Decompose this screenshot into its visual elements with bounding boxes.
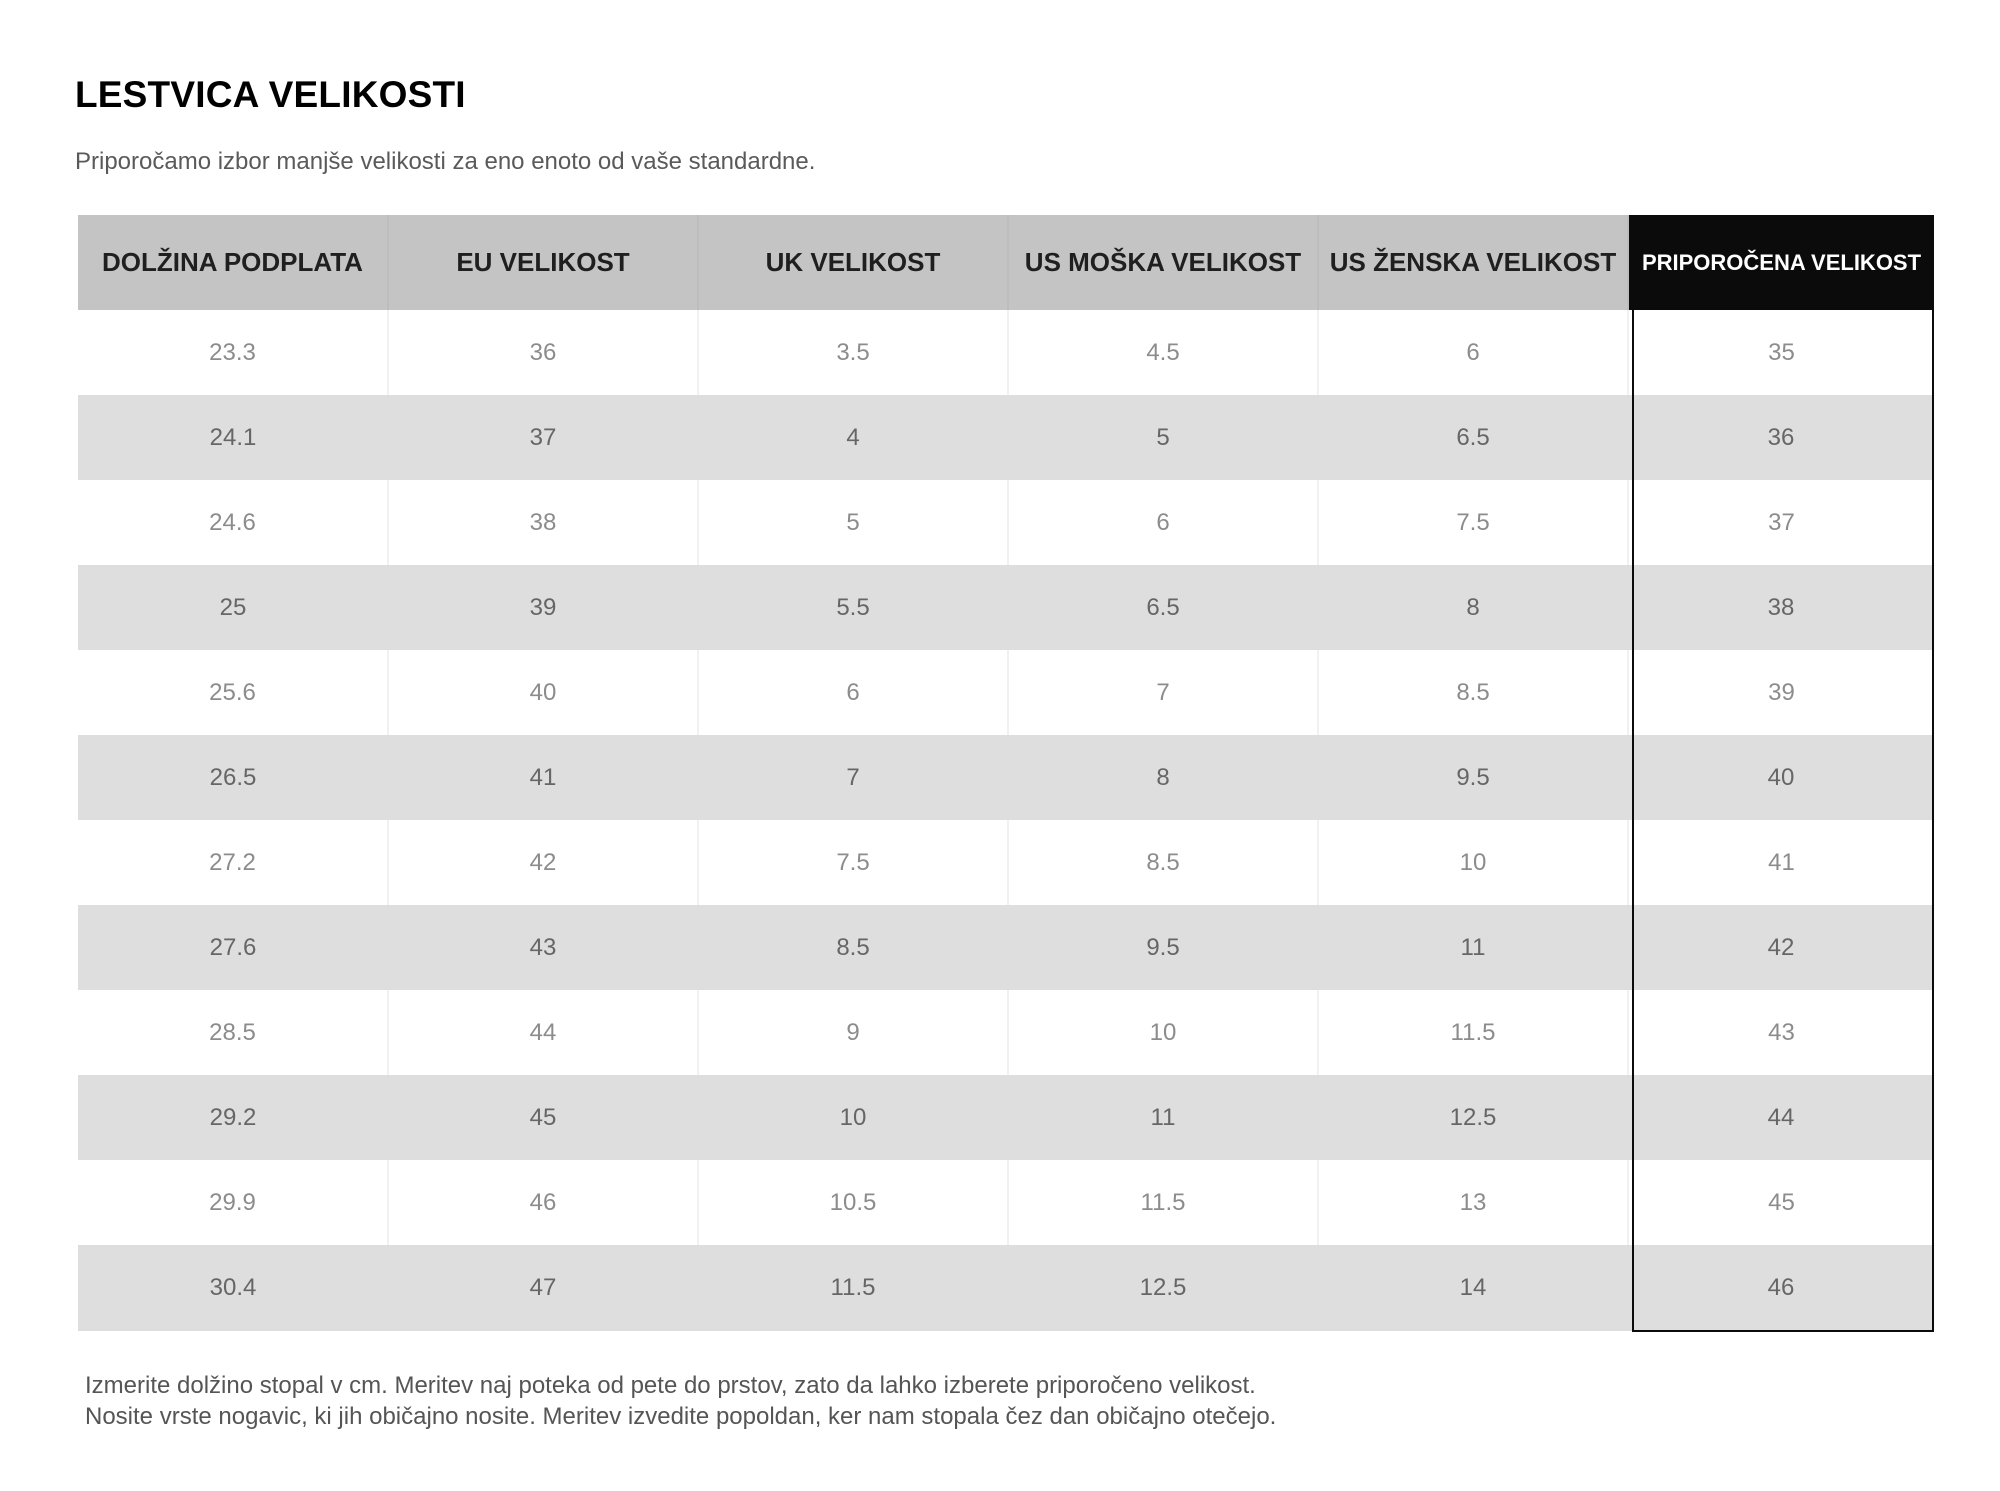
cell-us-men-size: 5 bbox=[1008, 395, 1318, 480]
cell-us-women-size: 12.5 bbox=[1318, 1075, 1628, 1160]
cell-sole-length: 24.6 bbox=[78, 480, 388, 565]
cell-us-men-size: 10 bbox=[1008, 990, 1318, 1075]
cell-us-women-size: 13 bbox=[1318, 1160, 1628, 1245]
cell-recommended-size: 42 bbox=[1628, 905, 1934, 990]
cell-uk-size: 3.5 bbox=[698, 310, 1008, 395]
cell-us-women-size: 8.5 bbox=[1318, 650, 1628, 735]
cell-us-men-size: 4.5 bbox=[1008, 310, 1318, 395]
cell-us-men-size: 11.5 bbox=[1008, 1160, 1318, 1245]
table-row bbox=[78, 395, 1934, 480]
cell-us-men-size: 6.5 bbox=[1008, 565, 1318, 650]
cell-us-women-size: 6.5 bbox=[1318, 395, 1628, 480]
cell-eu-size: 40 bbox=[388, 650, 698, 735]
cell-uk-size: 9 bbox=[698, 990, 1008, 1075]
header-us-women-size: US ŽENSKA VELIKOST bbox=[1318, 215, 1628, 310]
measurement-notes bbox=[85, 1370, 1276, 1432]
cell-us-men-size: 6 bbox=[1008, 480, 1318, 565]
header-recommended-size: PRIPOROČENA VELIKOST bbox=[1628, 215, 1934, 310]
cell-recommended-size: 39 bbox=[1768, 678, 1795, 706]
cell-uk-size: 4 bbox=[698, 395, 1008, 480]
cell-eu-size: 36 bbox=[388, 310, 698, 395]
cell-uk-size: 11.5 bbox=[698, 1245, 1008, 1331]
table-row bbox=[78, 820, 1934, 905]
cell-recommended-size: 45 bbox=[1768, 1188, 1795, 1216]
header-sole-length: DOLŽINA PODPLATA bbox=[78, 215, 388, 310]
table-row bbox=[78, 1245, 1934, 1331]
cell-us-men-size: 12.5 bbox=[1008, 1245, 1318, 1331]
cell-us-women-size: 8 bbox=[1318, 565, 1628, 650]
table-header-row bbox=[78, 215, 1934, 310]
header-us-men-size: US MOŠKA VELIKOST bbox=[1008, 215, 1318, 310]
header-eu-size: EU VELIKOST bbox=[388, 215, 698, 310]
cell-uk-size: 5 bbox=[698, 480, 1008, 565]
cell-recommended-size: 41 bbox=[1768, 848, 1795, 876]
cell-us-men-size: 8.5 bbox=[1008, 820, 1318, 905]
table-row bbox=[78, 310, 1934, 395]
cell-recommended-size: 44 bbox=[1628, 1075, 1934, 1160]
cell-us-women-size: 14 bbox=[1318, 1245, 1628, 1331]
cell-eu-size: 47 bbox=[388, 1245, 698, 1331]
page-subtitle: Priporočamo izbor manjše velikosti za eno enoto od vaše standardne. bbox=[75, 148, 816, 175]
table-row bbox=[78, 650, 1934, 735]
cell-eu-size: 39 bbox=[388, 565, 698, 650]
table-row bbox=[78, 1160, 1934, 1245]
cell-us-men-size: 9.5 bbox=[1008, 905, 1318, 990]
cell-recommended-size: 43 bbox=[1768, 1018, 1795, 1046]
cell-sole-length: 25 bbox=[78, 565, 388, 650]
cell-us-women-size: 11 bbox=[1318, 905, 1628, 990]
cell-recommended-size: 40 bbox=[1628, 735, 1934, 820]
header-uk-size: UK VELIKOST bbox=[698, 215, 1008, 310]
cell-eu-size: 37 bbox=[388, 395, 698, 480]
cell-uk-size: 7.5 bbox=[698, 820, 1008, 905]
cell-us-men-size: 11 bbox=[1008, 1075, 1318, 1160]
cell-uk-size: 5.5 bbox=[698, 565, 1008, 650]
cell-us-women-size: 7.5 bbox=[1318, 480, 1628, 565]
cell-recommended-size: 35 bbox=[1768, 338, 1795, 366]
cell-recommended-size: 38 bbox=[1628, 565, 1934, 650]
table-body bbox=[78, 310, 1934, 1331]
cell-eu-size: 42 bbox=[388, 820, 698, 905]
cell-uk-size: 8.5 bbox=[698, 905, 1008, 990]
cell-uk-size: 6 bbox=[698, 650, 1008, 735]
cell-us-women-size: 11.5 bbox=[1318, 990, 1628, 1075]
cell-us-women-size: 6 bbox=[1318, 310, 1628, 395]
cell-sole-length: 29.2 bbox=[78, 1075, 388, 1160]
cell-us-men-size: 8 bbox=[1008, 735, 1318, 820]
cell-sole-length: 27.2 bbox=[78, 820, 388, 905]
cell-recommended-size: 36 bbox=[1628, 395, 1934, 480]
cell-uk-size: 7 bbox=[698, 735, 1008, 820]
cell-sole-length: 24.1 bbox=[78, 395, 388, 480]
cell-sole-length: 28.5 bbox=[78, 990, 388, 1075]
note-line: Nosite vrste nogavic, ki jih običajno nosite. Meritev izvedite popoldan, ker nam stopala čez dan običajno otečejo. bbox=[85, 1403, 1277, 1430]
cell-eu-size: 43 bbox=[388, 905, 698, 990]
cell-us-men-size: 7 bbox=[1008, 650, 1318, 735]
size-chart bbox=[78, 215, 1934, 1331]
size-table bbox=[78, 215, 1934, 1331]
table-row bbox=[78, 990, 1934, 1075]
note-line: Izmerite dolžino stopal v cm. Meritev naj poteka od pete do prstov, zato da lahko izberete priporočeno velikost. bbox=[85, 1372, 1256, 1399]
table-row bbox=[78, 735, 1934, 820]
cell-us-women-size: 10 bbox=[1318, 820, 1628, 905]
cell-eu-size: 38 bbox=[388, 480, 698, 565]
table-row bbox=[78, 480, 1934, 565]
cell-sole-length: 29.9 bbox=[78, 1160, 388, 1245]
cell-uk-size: 10.5 bbox=[698, 1160, 1008, 1245]
cell-sole-length: 25.6 bbox=[78, 650, 388, 735]
cell-us-women-size: 9.5 bbox=[1318, 735, 1628, 820]
cell-sole-length: 23.3 bbox=[78, 310, 388, 395]
cell-eu-size: 46 bbox=[388, 1160, 698, 1245]
cell-recommended-size: 46 bbox=[1628, 1245, 1934, 1331]
cell-sole-length: 26.5 bbox=[78, 735, 388, 820]
table-row bbox=[78, 1075, 1934, 1160]
cell-sole-length: 30.4 bbox=[78, 1245, 388, 1331]
table-row bbox=[78, 905, 1934, 990]
cell-eu-size: 44 bbox=[388, 990, 698, 1075]
cell-sole-length: 27.6 bbox=[78, 905, 388, 990]
cell-eu-size: 45 bbox=[388, 1075, 698, 1160]
cell-uk-size: 10 bbox=[698, 1075, 1008, 1160]
page-title: LESTVICA VELIKOSTI bbox=[75, 74, 466, 115]
table-row bbox=[78, 565, 1934, 650]
cell-eu-size: 41 bbox=[388, 735, 698, 820]
cell-recommended-size: 37 bbox=[1768, 508, 1795, 536]
